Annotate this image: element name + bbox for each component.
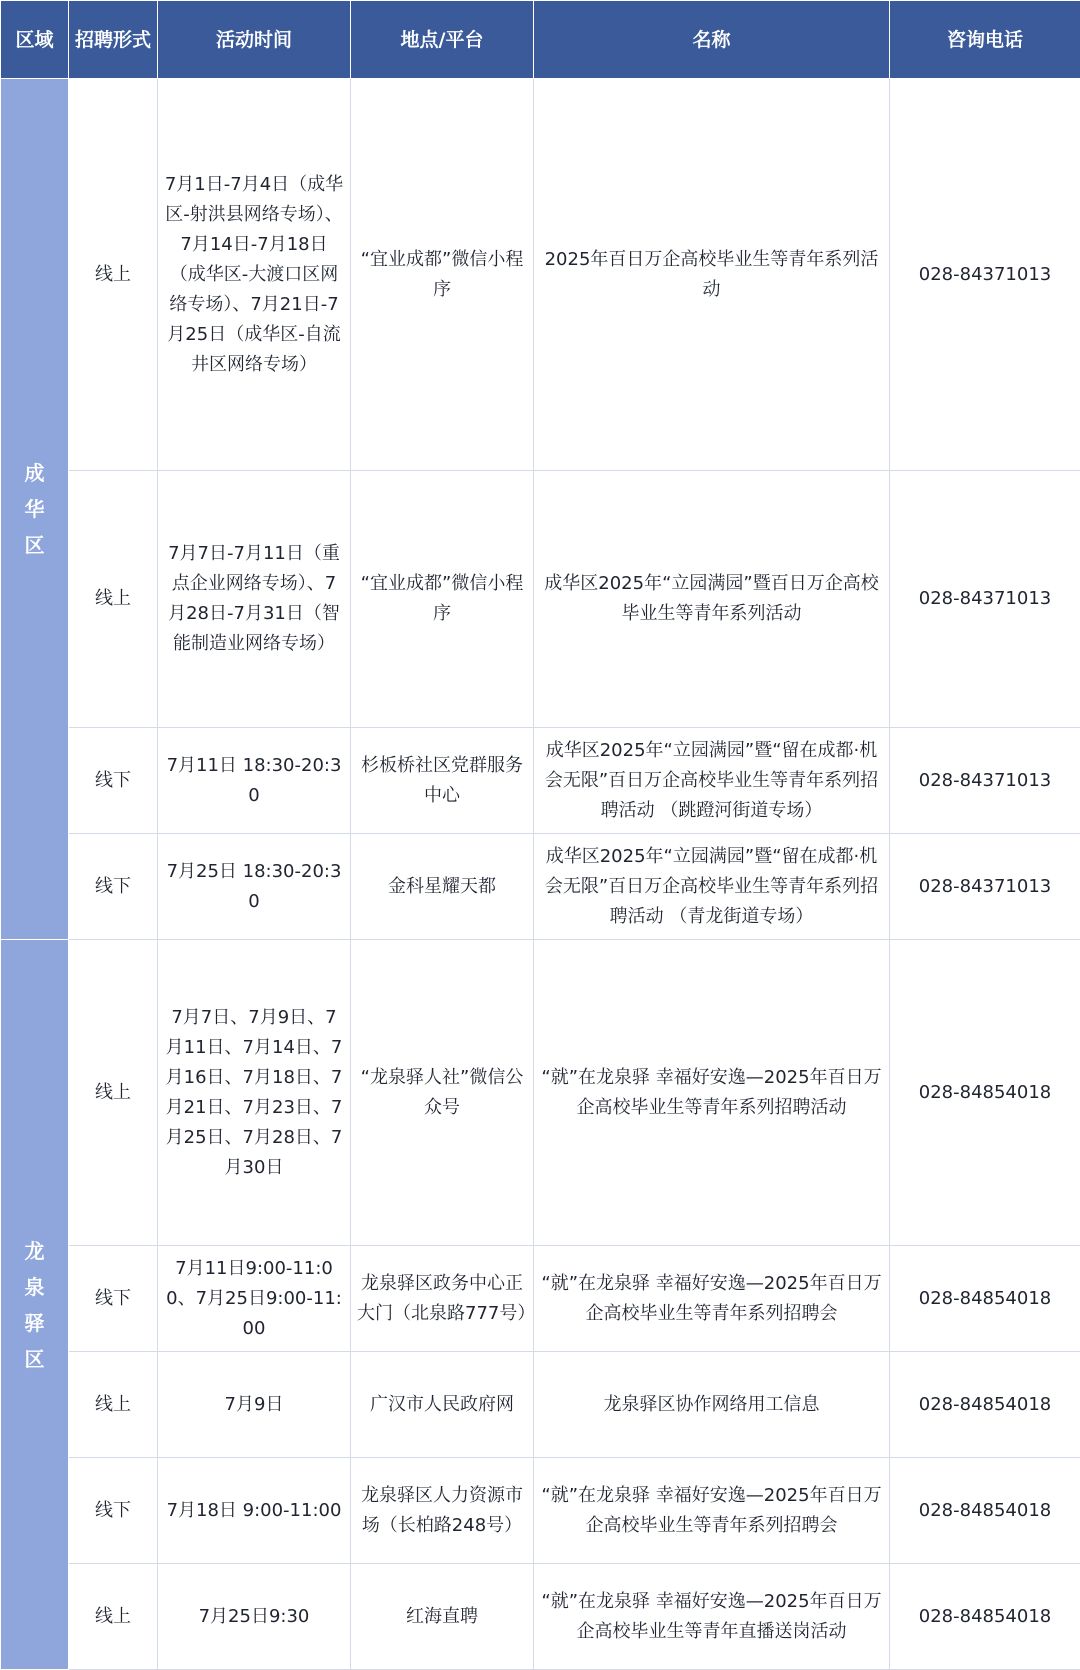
event-name-cell: “就”在龙泉驿 幸福好安逸—2025年百日万企高校毕业生等青年直播送岗活动	[534, 1564, 890, 1670]
event-name-cell: “就”在龙泉驿 幸福好安逸—2025年百日万企高校毕业生等青年系列招聘会	[534, 1246, 890, 1352]
format-cell: 线下	[69, 834, 158, 940]
event-name-cell: “就”在龙泉驿 幸福好安逸—2025年百日万企高校毕业生等青年系列招聘活动	[534, 940, 890, 1246]
table-row	[1, 1246, 1080, 1352]
time-cell: 7月1日-7月4日（成华区-射洪县网络专场）、7月14日-7月18日（成华区-大渡口区网络专场）、7月21日-7月25日（成华区-自流井区网络专场）	[158, 79, 351, 471]
time-cell: 7月11日9:00-11:00、7月25日9:00-11:00	[158, 1246, 351, 1352]
event-name-cell: 成华区2025年“立园满园”暨“留在成都·机会无限”百日万企高校毕业生等青年系列招聘活动 （跳蹬河街道专场）	[534, 728, 890, 834]
time-cell: 7月25日9:30	[158, 1564, 351, 1670]
event-name-cell: 成华区2025年“立园满园”暨“留在成都·机会无限”百日万企高校毕业生等青年系列招聘活动 （青龙街道专场）	[534, 834, 890, 940]
event-name-cell: 成华区2025年“立园满园”暨百日万企高校毕业生等青年系列活动	[534, 471, 890, 728]
location-cell: “宜业成都”微信小程序	[351, 471, 534, 728]
format-cell: 线上	[69, 471, 158, 728]
table-row	[1, 1564, 1080, 1670]
table-row	[1, 940, 1080, 1246]
format-cell: 线上	[69, 940, 158, 1246]
header-location: 地点/平台	[351, 1, 534, 79]
table-row	[1, 471, 1080, 728]
event-name-cell: “就”在龙泉驿 幸福好安逸—2025年百日万企高校毕业生等青年系列招聘会	[534, 1458, 890, 1564]
location-cell: 龙泉驿区政务中心正大门（北泉路777号）	[351, 1246, 534, 1352]
phone-cell: 028-84371013	[890, 728, 1080, 834]
table-row	[1, 1352, 1080, 1458]
table-header-row	[1, 1, 1080, 79]
location-cell: 广汉市人民政府网	[351, 1352, 534, 1458]
format-cell: 线上	[69, 1564, 158, 1670]
format-cell: 线下	[69, 728, 158, 834]
location-cell: 龙泉驿区人力资源市场（长柏路248号）	[351, 1458, 534, 1564]
time-cell: 7月11日 18:30-20:30	[158, 728, 351, 834]
event-name-cell: 2025年百日万企高校毕业生等青年系列活动	[534, 79, 890, 471]
time-cell: 7月7日-7月11日（重点企业网络专场）、7月28日-7月31日（智能制造业网络专场）	[158, 471, 351, 728]
phone-cell: 028-84371013	[890, 834, 1080, 940]
location-cell: 红海直聘	[351, 1564, 534, 1670]
format-cell: 线下	[69, 1246, 158, 1352]
header-time: 活动时间	[158, 1, 351, 79]
table-row	[1, 1458, 1080, 1564]
header-format: 招聘形式	[69, 1, 158, 79]
format-cell: 线上	[69, 1352, 158, 1458]
region-label: 龙泉驿区	[24, 1238, 45, 1371]
table-row	[1, 79, 1080, 471]
location-cell: 杉板桥社区党群服务中心	[351, 728, 534, 834]
phone-cell: 028-84371013	[890, 79, 1080, 471]
phone-cell: 028-84854018	[890, 1246, 1080, 1352]
header-name: 名称	[534, 1, 890, 79]
table-row	[1, 834, 1080, 940]
region-cell-longquanyi	[1, 940, 69, 1670]
event-name-cell: 龙泉驿区协作网络用工信息	[534, 1352, 890, 1458]
location-cell: “宜业成都”微信小程序	[351, 79, 534, 471]
phone-cell: 028-84371013	[890, 471, 1080, 728]
time-cell: 7月7日、7月9日、7月11日、7月14日、7月16日、7月18日、7月21日、7月23日、7月25日、7月28日、7月30日	[158, 940, 351, 1246]
table-row	[1, 728, 1080, 834]
phone-cell: 028-84854018	[890, 940, 1080, 1246]
location-cell: 金科星耀天都	[351, 834, 534, 940]
header-phone: 咨询电话	[890, 1, 1080, 79]
phone-cell: 028-84854018	[890, 1458, 1080, 1564]
region-label: 成华区	[24, 461, 45, 557]
time-cell: 7月9日	[158, 1352, 351, 1458]
phone-cell: 028-84854018	[890, 1352, 1080, 1458]
format-cell: 线下	[69, 1458, 158, 1564]
time-cell: 7月18日 9:00-11:00	[158, 1458, 351, 1564]
location-cell: “龙泉驿人社”微信公众号	[351, 940, 534, 1246]
phone-cell: 028-84854018	[890, 1564, 1080, 1670]
header-region: 区域	[1, 1, 69, 79]
region-cell-chenghua	[1, 79, 69, 940]
time-cell: 7月25日 18:30-20:30	[158, 834, 351, 940]
format-cell: 线上	[69, 79, 158, 471]
